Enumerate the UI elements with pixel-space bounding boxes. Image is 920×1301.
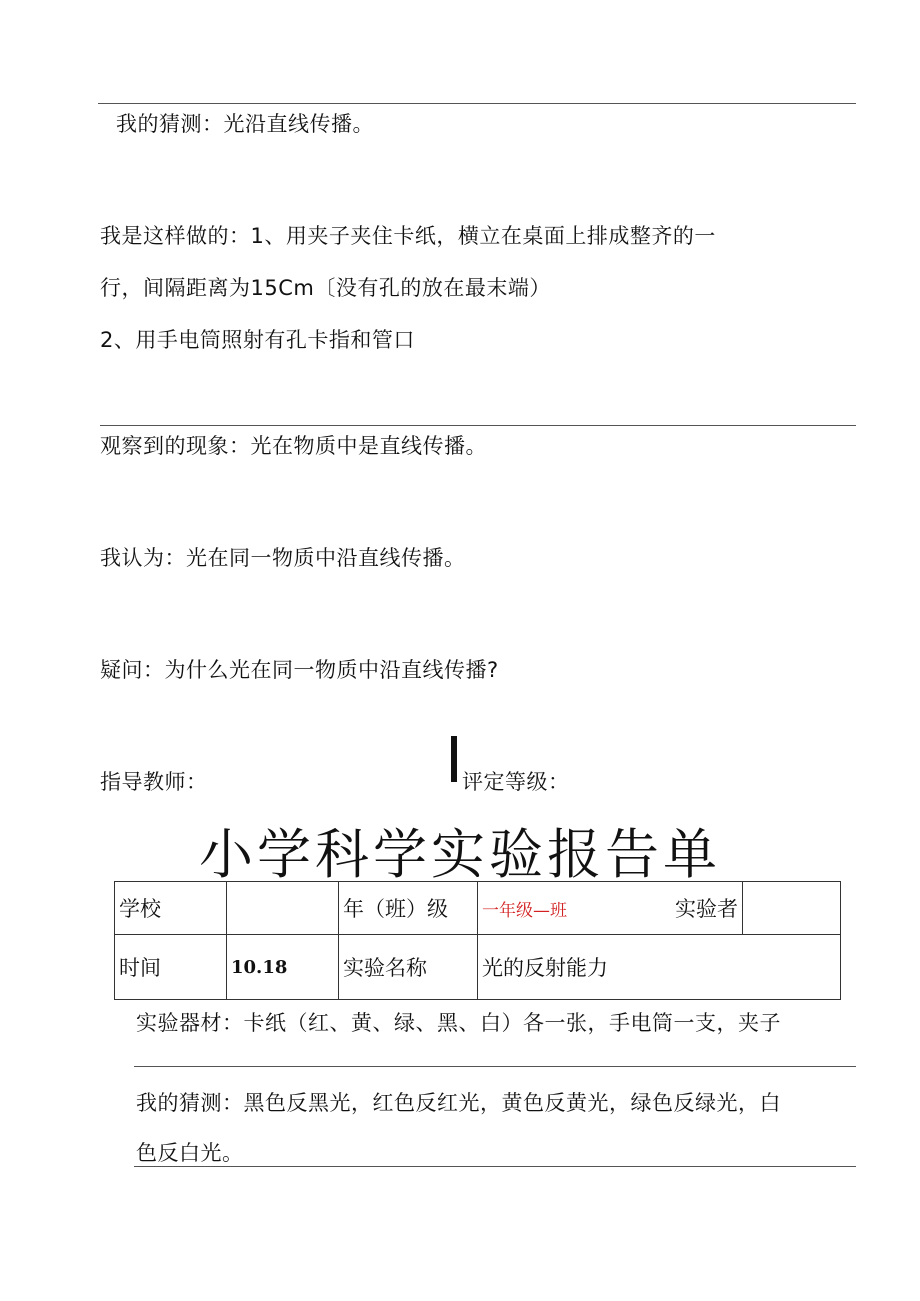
method-line-3: 2、用手电筒照射有孔卡指和管口 bbox=[100, 328, 415, 352]
report-title: 小学科学实验报告单 bbox=[199, 823, 721, 886]
guess2-line-1: 我的猜测：黑色反黑光，红色反红光，黄色反黄光，绿色反绿光，白 bbox=[136, 1091, 781, 1115]
question-text: 疑问：为什么光在同一物质中沿直线传播? bbox=[100, 658, 499, 682]
method-line-1: 我是这样做的：1、用夹子夹住卡纸，横立在桌面上排成整齐的一 bbox=[100, 224, 716, 248]
divider-bottom bbox=[134, 1166, 856, 1167]
school-label: 学校 bbox=[115, 882, 227, 935]
grade-label: 评定等级： bbox=[462, 770, 570, 794]
divider-materials bbox=[134, 1066, 856, 1067]
conclusion-text: 我认为：光在同一物质中沿直线传播。 bbox=[100, 546, 466, 570]
time-value: 10.18 bbox=[227, 935, 339, 1000]
table-row bbox=[115, 935, 841, 1000]
class-value: 一年级—班 bbox=[478, 882, 648, 935]
time-label: 时间 bbox=[115, 935, 227, 1000]
school-value bbox=[227, 882, 339, 935]
name-label: 实验名称 bbox=[339, 935, 478, 1000]
teacher-label: 指导教师： bbox=[100, 770, 208, 794]
experimenter-label: 实验者 bbox=[648, 882, 743, 935]
divider-top bbox=[98, 103, 856, 104]
name-value: 光的反射能力 bbox=[478, 935, 841, 1000]
experimenter-value bbox=[743, 882, 841, 935]
method-line-2: 行，间隔距离为15Cm〔没有孔的放在最末端） bbox=[100, 276, 551, 300]
guess2-line-2: 色反白光。 bbox=[136, 1141, 244, 1165]
cursor-bar bbox=[451, 736, 457, 782]
info-table bbox=[114, 881, 841, 1000]
table-row bbox=[115, 882, 841, 935]
class-label: 年（班）级 bbox=[339, 882, 478, 935]
guess-text: 我的猜测：光沿直线传播。 bbox=[116, 112, 374, 136]
divider-observation bbox=[100, 425, 856, 426]
observation-text: 观察到的现象：光在物质中是直线传播。 bbox=[100, 434, 487, 458]
materials-text: 实验器材：卡纸（红、黄、绿、黑、白）各一张，手电筒一支，夹子 bbox=[136, 1011, 781, 1035]
